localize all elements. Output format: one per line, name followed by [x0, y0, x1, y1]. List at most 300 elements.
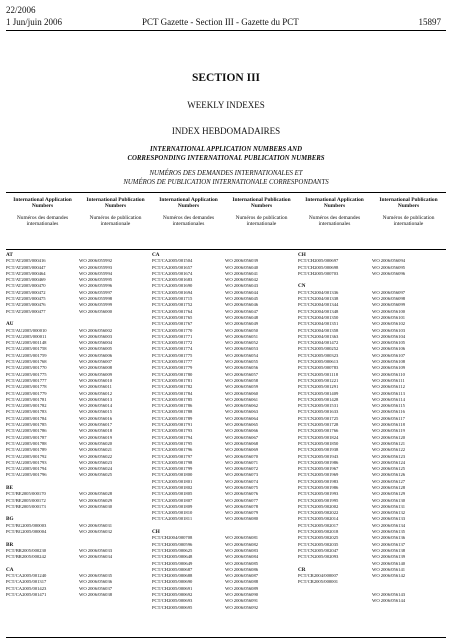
publication-number: WO 2006/055994 — [79, 270, 113, 276]
publication-number: WO 2006/056086 — [225, 566, 259, 572]
publication-number: WO 2006/056102 — [372, 321, 406, 327]
column-header — [372, 197, 445, 228]
publication-number: WO 2006/056125 — [372, 466, 406, 472]
number-index-table — [6, 192, 446, 638]
publication-number: WO 2006/056144 — [372, 598, 406, 604]
table-header-rule — [6, 249, 446, 250]
application-number: PCT/CN2005/000323 — [298, 352, 339, 358]
application-number: PCT/CA2005/001674 — [152, 270, 193, 276]
application-number: PCT/CA2005/001811 — [152, 516, 193, 522]
application-number: PCT/AU2005/001758 — [6, 346, 47, 352]
application-number: PCT/CA2005/001775 — [152, 352, 193, 358]
application-number: PCT/CH2005/000697 — [298, 258, 339, 264]
publication-number: WO 2006/056053 — [225, 346, 259, 352]
publication-number: WO 2006/056135 — [372, 529, 406, 535]
publication-number: WO 2006/056050 — [225, 327, 259, 333]
publication-number: WO 2006/056004 — [79, 340, 113, 346]
issue-number: 22/2006 — [6, 5, 36, 15]
column-header-en: International Publication Numbers — [379, 197, 438, 210]
application-number: PCT/CA2005/001782 — [152, 384, 193, 390]
application-number: PCT/CN2005/001409 — [298, 390, 339, 396]
application-number: PCT/CN2005/002022 — [298, 510, 339, 516]
publication-numbers-column — [79, 252, 152, 598]
publication-number: WO 2006/056100 — [372, 308, 406, 314]
publication-number: WO 2006/056016 — [79, 415, 113, 421]
application-number: PCT/CA2005/001752 — [152, 302, 193, 308]
publication-number: WO 2006/056048 — [225, 314, 259, 320]
publication-number: WO 2006/056018 — [79, 428, 113, 434]
publication-number: WO 2006/056070 — [225, 453, 259, 459]
publication-number: WO 2006/056005 — [79, 346, 113, 352]
publication-number: WO 2006/056062 — [225, 403, 259, 409]
publication-number: WO 2006/056098 — [372, 296, 406, 302]
publication-numbers-column — [225, 252, 298, 611]
application-number: PCT/CA2005/001657 — [152, 264, 193, 270]
publication-number: WO 2006/056049 — [225, 321, 259, 327]
application-number: PCT/AU2005/001785 — [6, 422, 47, 428]
publication-number: WO 2006/056015 — [79, 409, 113, 415]
application-number: PCT/CH2004/000708 — [152, 535, 193, 541]
column-header-en: International Publication Numbers — [232, 197, 291, 210]
publication-number: WO 2006/056097 — [372, 289, 406, 295]
publication-number: WO 2006/056141 — [372, 566, 406, 572]
application-number: PCT/CN2005/002025 — [298, 535, 339, 541]
application-number: PCT/CN2005/001824 — [298, 434, 339, 440]
application-number: PCT/CN2005/001531 — [298, 403, 339, 409]
column-header-fr: Numéros de publication internationale — [89, 214, 142, 228]
publication-number: WO 2006/056095 — [372, 264, 406, 270]
publication-number: WO 2006/056042 — [225, 277, 259, 283]
application-number: PCT/CN2005/001983 — [298, 478, 339, 484]
publication-number: WO 2006/056014 — [79, 403, 113, 409]
application-number: PCT/CN2004/001348 — [298, 308, 339, 314]
application-number: PCT/AU2005/001781 — [6, 396, 47, 402]
publication-number: WO 2006/056121 — [372, 440, 406, 446]
application-numbers-column — [298, 252, 371, 586]
country-code: AT — [6, 252, 13, 258]
application-number: PCT/CA2005/001795 — [152, 440, 193, 446]
application-number: PCT/AU2005/001788 — [6, 440, 47, 446]
publication-number: WO 2006/056032 — [79, 529, 113, 535]
application-number: PCT/CH2005/000695 — [152, 604, 193, 610]
publication-number: WO 2006/056114 — [372, 396, 405, 402]
application-number: PCT/BE2005/000172 — [6, 497, 46, 503]
publication-number: WO 2006/056064 — [225, 415, 259, 421]
application-number: PCT/CN2005/001428 — [298, 396, 339, 402]
publication-number: WO 2006/056083 — [225, 547, 259, 553]
application-number: PCT/AT2005/000470 — [6, 283, 46, 289]
application-number: PCT/AU2005/001782 — [6, 403, 47, 409]
application-number: PCT/AU2005/001783 — [6, 409, 47, 415]
application-number: PCT/BR2005/000242 — [6, 554, 47, 560]
publication-number: WO 2006/056019 — [79, 434, 113, 440]
publication-number: WO 2006/056044 — [225, 289, 259, 295]
publication-number: WO 2006/056009 — [79, 371, 113, 377]
publication-number: WO 2006/056035 — [79, 573, 113, 579]
application-number: PCT/CN2005/001728 — [298, 422, 339, 428]
application-number: PCT/AU2005/001796 — [6, 472, 47, 478]
application-number: PCT/CA2005/001771 — [152, 333, 193, 339]
application-number: PCT/AU2005/001779 — [6, 390, 47, 396]
country-code: CA — [6, 566, 14, 573]
publication-number: WO 2006/056003 — [79, 333, 113, 339]
publication-number: WO 2006/056012 — [79, 390, 113, 396]
section-subtitle-en: WEEKLY INDEXES — [187, 100, 265, 110]
application-number: PCT/CA2005/001770 — [152, 327, 193, 333]
application-number: PCT/CH2005/000692 — [152, 592, 193, 598]
country-code: AU — [6, 321, 14, 328]
publication-number: WO 2006/056132 — [372, 510, 406, 516]
application-number: PCT/CN2005/001766 — [298, 428, 339, 434]
publication-number: WO 2006/056057 — [225, 371, 259, 377]
application-number: PCT/CA2005/001471 — [6, 592, 47, 598]
publication-number: WO 2006/055996 — [79, 283, 113, 289]
publication-number: WO 2006/056094 — [372, 258, 406, 264]
application-number: PCT/AU2005/000011 — [6, 333, 47, 339]
publication-number: WO 2006/056028 — [79, 491, 113, 497]
publication-number: WO 2006/056078 — [225, 503, 259, 509]
publication-number: WO 2006/056059 — [225, 384, 259, 390]
application-number: PCT/AT2005/000469 — [6, 277, 46, 283]
publication-number: WO 2006/056022 — [79, 453, 113, 459]
application-number: PCT/CN2005/001995 — [298, 497, 339, 503]
publication-number: WO 2006/056010 — [79, 377, 113, 383]
publication-number: WO 2006/056073 — [225, 472, 259, 478]
column-header — [79, 197, 152, 228]
publication-number: WO 2006/056058 — [225, 377, 259, 383]
application-number: PCT/CN2005/001943 — [298, 453, 339, 459]
publication-number: WO 2006/056020 — [79, 440, 113, 446]
publication-number: WO 2006/056023 — [79, 459, 113, 465]
publication-number: WO 2006/056006 — [79, 352, 113, 358]
publication-number: WO 2006/056092 — [225, 604, 259, 610]
application-number: PCT/CA2005/001805 — [152, 491, 193, 497]
application-number: PCT/CA2005/001772 — [152, 340, 193, 346]
publication-number: WO 2006/056113 — [372, 390, 405, 396]
application-number: PCT/CN2004/001472 — [298, 340, 339, 346]
application-number: PCT/CA2005/001798 — [152, 459, 193, 465]
country-code: CA — [152, 252, 160, 258]
publication-number: WO 2006/056089 — [225, 585, 259, 591]
publication-number: WO 2006/056037 — [79, 585, 113, 591]
publication-number: WO 2006/056143 — [372, 592, 406, 598]
application-number: PCT/CA2005/001786 — [152, 403, 193, 409]
publication-number: WO 2006/056101 — [372, 314, 406, 320]
application-numbers-column — [6, 252, 79, 598]
publication-number: WO 2006/056103 — [372, 327, 406, 333]
application-number: PCT/CA2005/001797 — [152, 453, 193, 459]
publication-number: WO 2006/056112 — [372, 384, 405, 390]
publication-number: WO 2006/055997 — [79, 289, 113, 295]
publication-number: WO 2006/056123 — [372, 453, 406, 459]
application-number: PCT/CN2005/001986 — [298, 484, 339, 490]
application-number: PCT/CN2005/002014 — [298, 516, 339, 522]
publication-number: WO 2006/056036 — [79, 579, 113, 585]
application-number: PCT/CN2004/001351 — [298, 321, 339, 327]
publication-number: WO 2006/056138 — [372, 547, 406, 553]
publication-number: WO 2006/056031 — [79, 522, 113, 528]
publication-number: WO 2006/056072 — [225, 466, 259, 472]
publication-number: WO 2006/056085 — [225, 560, 259, 566]
application-number: PCT/CH2005/000596 — [152, 541, 193, 547]
application-number: PCT/CN2004/001358 — [298, 327, 339, 333]
application-number: PCT/CN2005/000613 — [298, 359, 339, 365]
country-code: BG — [6, 516, 14, 523]
publication-number: WO 2006/056082 — [225, 541, 259, 547]
country-code: BR — [6, 541, 14, 548]
application-number: PCT/CA2005/001715 — [152, 296, 193, 302]
application-number: PCT/CA2005/001810 — [152, 510, 193, 516]
application-number: PCT/AT2005/000464 — [6, 270, 46, 276]
application-number: PCT/CA2005/001504 — [152, 258, 193, 264]
application-number: PCT/CA2005/001807 — [152, 497, 193, 503]
publication-number: WO 2006/056137 — [372, 541, 406, 547]
application-number: PCT/CN2004/001350 — [298, 314, 339, 320]
application-number: PCT/AU2005/001789 — [6, 447, 47, 453]
application-number: PCT/CH2005/000648 — [152, 554, 193, 560]
publication-number: WO 2006/056109 — [372, 365, 406, 371]
application-number: PCT/CN2005/002035 — [298, 541, 339, 547]
column-header-en: International Publication Numbers — [86, 197, 145, 210]
application-number: PCT/CR2004/000007 — [298, 573, 339, 579]
application-number: PCT/BR2005/000230 — [6, 547, 47, 553]
column-header — [152, 197, 225, 228]
section-subtitle-fr: INDEX HEBDOMADAIRES — [171, 126, 281, 136]
application-number: PCT/AT2005/000477 — [6, 308, 46, 314]
application-number: PCT/CN2004/001344 — [298, 302, 339, 308]
publication-number: WO 2006/056106 — [372, 346, 406, 352]
publication-number: WO 2006/056130 — [372, 497, 406, 503]
application-number: PCT/CA2005/001796 — [152, 447, 193, 453]
publication-number: WO 2006/056054 — [225, 352, 259, 358]
publication-number: WO 2006/056077 — [225, 497, 259, 503]
publication-number: WO 2006/056081 — [225, 535, 259, 541]
application-number: PCT/CA2005/001802 — [152, 484, 193, 490]
publication-number: WO 2006/056104 — [372, 333, 406, 339]
page-number: 15897 — [418, 17, 441, 27]
application-number: PCT/CN2005/002093 — [298, 554, 339, 560]
application-number: PCT/CN2004/001338 — [298, 296, 339, 302]
column-header — [225, 197, 298, 228]
application-number: PCT/CH2005/000698 — [298, 264, 339, 270]
list-title-fr-line2: NUMÉROS DE PUBLICATION INTERNATIONALE CORRESPONDANTS — [123, 179, 329, 186]
column-header-fr: Numéros des demandes internationales — [16, 214, 69, 228]
list-title-en-line1: INTERNATIONAL APPLICATION NUMBERS AND — [149, 146, 302, 153]
publication-number: WO 2006/056051 — [225, 333, 259, 339]
application-number: PCT/CN2005/001986 — [298, 459, 339, 465]
application-number: PCT/CN2005/001969 — [298, 472, 339, 478]
application-number: PCT/CH2005/000691 — [152, 585, 193, 591]
application-numbers-column — [152, 252, 225, 611]
publication-number: WO 2006/056110 — [372, 371, 405, 377]
application-number: PCT/CN2004/001363 — [298, 333, 339, 339]
publication-number: WO 2006/056033 — [79, 547, 113, 553]
publication-number: WO 2006/056055 — [225, 359, 259, 365]
publication-numbers-column — [372, 252, 445, 605]
list-title-en-line2: CORRESPONDING INTERNATIONAL PUBLICATION NUMBERS — [127, 155, 325, 162]
application-number: PCT/CA2005/001423 — [6, 585, 47, 591]
application-number: PCT/CN2005/001850 — [298, 440, 339, 446]
column-header-en: International Application Numbers — [159, 197, 218, 210]
application-number: PCT/AU2005/001775 — [6, 371, 47, 377]
publication-number: WO 2006/056140 — [372, 560, 406, 566]
application-number: PCT/CH2005/000693 — [152, 598, 193, 604]
application-number: PCT/CA2005/001785 — [152, 396, 193, 402]
column-header-fr: Numéros de publication internationale — [235, 214, 288, 228]
publication-number: WO 2006/056107 — [372, 352, 406, 358]
publication-number: WO 2006/056030 — [79, 503, 113, 509]
application-number: PCT/CN2005/001993 — [298, 491, 339, 497]
publication-number: WO 2006/056034 — [79, 554, 113, 560]
publication-number: WO 2006/056120 — [372, 434, 406, 440]
application-number: PCT/CA2005/001784 — [152, 390, 193, 396]
application-number: PCT/CN2005/001967 — [298, 466, 339, 472]
application-number: PCT/AU2005/001777 — [6, 377, 47, 383]
application-number: PCT/BE2005/000170 — [6, 491, 46, 497]
application-number: PCT/CA2005/001777 — [152, 359, 193, 365]
publication-number: WO 2006/056060 — [225, 390, 259, 396]
application-number: PCT/AT2005/000416 — [6, 258, 46, 264]
application-number: PCT/CA2005/001764 — [152, 308, 193, 314]
column-header-fr: Numéros des demandes internationales — [162, 214, 215, 228]
application-number: PCT/CA2005/001767 — [152, 321, 193, 327]
publication-number: WO 2006/056002 — [79, 327, 113, 333]
application-number: PCT/AU2005/001148 — [6, 340, 47, 346]
publication-number: WO 2006/056080 — [225, 516, 259, 522]
publication-number: WO 2006/056065 — [225, 422, 259, 428]
application-number: PCT/CA2005/001690 — [152, 283, 193, 289]
column-header — [6, 197, 79, 228]
application-number: PCT/CH2005/000687 — [152, 566, 193, 572]
publication-number: WO 2006/056074 — [225, 478, 259, 484]
application-number: PCT/CA2005/001240 — [6, 573, 47, 579]
application-number: PCT/AT2005/000447 — [6, 264, 46, 270]
application-number: PCT/CN2004/001336 — [298, 289, 339, 295]
application-number: PCT/CH2005/000688 — [152, 573, 193, 579]
publication-number: WO 2006/056045 — [225, 296, 259, 302]
application-number: PCT/CA2005/001694 — [152, 289, 193, 295]
publication-number: WO 2006/056096 — [372, 270, 406, 276]
application-number: PCT/CA2005/001780 — [152, 371, 193, 377]
application-number: PCT/AT2005/000475 — [6, 296, 46, 302]
application-number: PCT/AU2005/001787 — [6, 434, 47, 440]
publication-number: WO 2006/056122 — [372, 447, 406, 453]
application-number: PCT/AU2005/001784 — [6, 415, 47, 421]
publication-number: WO 2006/056127 — [372, 478, 406, 484]
application-number: PCT/AU2005/001778 — [6, 384, 47, 390]
application-number: PCT/CA2005/001317 — [6, 579, 47, 585]
publication-number: WO 2006/056118 — [372, 422, 405, 428]
application-number: PCT/BE2005/000173 — [6, 503, 46, 509]
publication-number: WO 2006/056117 — [372, 415, 405, 421]
country-code: CH — [298, 252, 306, 258]
application-number: PCT/CN2005/002002 — [298, 503, 339, 509]
publication-number: WO 2006/056024 — [79, 466, 113, 472]
application-number: PCT/CN2005/002017 — [298, 522, 339, 528]
column-header — [298, 197, 371, 228]
publication-number: WO 2006/056076 — [225, 491, 259, 497]
application-number: PCT/CH2005/000690 — [152, 579, 193, 585]
publication-number: WO 2006/056041 — [225, 270, 259, 276]
publication-number: WO 2006/056025 — [79, 472, 113, 478]
application-number: PCT/CA2005/001765 — [152, 314, 193, 320]
publication-number: WO 2006/056142 — [372, 573, 406, 579]
publication-number: WO 2006/056129 — [372, 491, 406, 497]
section-title: SECTION III — [191, 72, 261, 84]
publication-number: WO 2006/056043 — [225, 283, 259, 289]
publication-number: WO 2006/056116 — [372, 409, 405, 415]
publication-number: WO 2006/056079 — [225, 510, 259, 516]
gazette-title: PCT Gazette - Section III - Gazette du PCT — [142, 17, 299, 27]
publication-number: WO 2006/056134 — [372, 522, 406, 528]
publication-number: WO 2006/056133 — [372, 516, 406, 522]
application-number: PCT/CA2005/001799 — [152, 466, 193, 472]
header-rule — [6, 30, 446, 31]
publication-number: WO 2006/056084 — [225, 554, 259, 560]
application-number: PCT/AU2005/001786 — [6, 428, 47, 434]
publication-number: WO 2006/056013 — [79, 396, 113, 402]
application-number: PCT/CA2005/001793 — [152, 428, 193, 434]
application-number: PCT/CN2005/001291 — [298, 384, 339, 390]
country-code: CN — [298, 283, 306, 290]
application-number: PCT/AU2005/001759 — [6, 352, 47, 358]
list-title-fr-line1: NUMÉROS DES DEMANDES INTERNATIONALES ET — [149, 170, 303, 177]
publication-number: WO 2006/055995 — [79, 277, 113, 283]
publication-number: WO 2006/056056 — [225, 365, 259, 371]
publication-number: WO 2006/056067 — [225, 434, 259, 440]
application-number: PCT/AT2005/000476 — [6, 302, 46, 308]
application-number: PCT/CN2005/002018 — [298, 529, 339, 535]
publication-number: WO 2006/056136 — [372, 535, 406, 541]
publication-number: WO 2006/056052 — [225, 340, 259, 346]
publication-number: WO 2006/056047 — [225, 308, 259, 314]
publication-number: WO 2006/056069 — [225, 447, 259, 453]
application-number: PCT/CA2005/001794 — [152, 434, 193, 440]
application-number: PCT/AU2005/000010 — [6, 327, 47, 333]
publication-number: WO 2006/056105 — [372, 340, 406, 346]
application-number: PCT/AU2005/001768 — [6, 359, 47, 365]
publication-number: WO 2006/056119 — [372, 428, 405, 434]
publication-number: WO 2006/056075 — [225, 484, 259, 490]
application-number: PCT/CN2005/001118 — [298, 371, 338, 377]
application-number: PCT/CA2005/001774 — [152, 346, 193, 352]
publication-number: WO 2006/056008 — [79, 365, 113, 371]
column-header-fr: Numéros des demandes internationales — [308, 214, 361, 228]
application-number: PCT/CA2005/001801 — [152, 478, 193, 484]
application-number: PCT/BG2005/000004 — [6, 529, 47, 535]
publication-number: WO 2006/056087 — [225, 573, 259, 579]
application-number: PCT/CA2005/001809 — [152, 503, 193, 509]
application-number: PCT/CA2005/001791 — [152, 422, 193, 428]
publication-number: WO 2006/056128 — [372, 484, 406, 490]
publication-number: WO 2006/056029 — [79, 497, 113, 503]
publication-number: WO 2006/056131 — [372, 503, 406, 509]
application-number: PCT/AU2005/001770 — [6, 365, 47, 371]
publication-number: WO 2006/055998 — [79, 296, 113, 302]
application-number: PCT/CH2005/000703 — [298, 270, 339, 276]
issue-date: 1 Jun/juin 2006 — [6, 17, 63, 27]
application-number: PCT/CH2005/000625 — [152, 547, 193, 553]
column-header-en: International Application Numbers — [305, 197, 364, 210]
publication-number: WO 2006/056115 — [372, 403, 405, 409]
application-number: PCT/CN2005/000252 — [298, 346, 339, 352]
publication-number: WO 2006/056108 — [372, 359, 406, 365]
publication-number: WO 2006/056017 — [79, 422, 113, 428]
publication-number: WO 2006/056000 — [79, 308, 113, 314]
publication-number: WO 2006/056066 — [225, 428, 259, 434]
column-header-en: International Application Numbers — [13, 197, 72, 210]
application-number: PCT/CN2005/000783 — [298, 365, 339, 371]
